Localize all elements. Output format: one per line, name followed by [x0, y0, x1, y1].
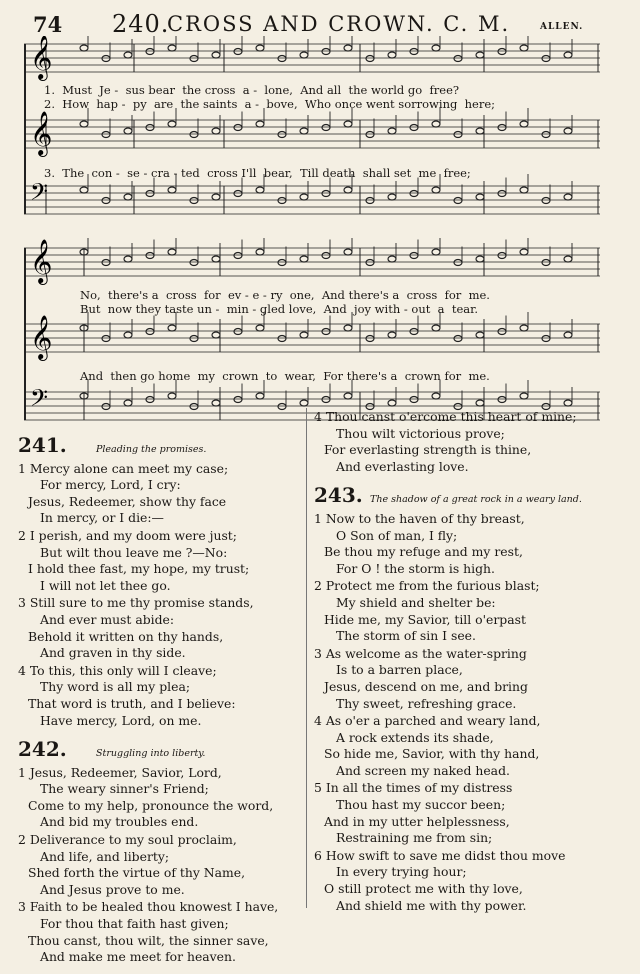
verse-line: Have mercy, Lord, on me.: [40, 712, 202, 728]
treble-clef: 𝄞: [30, 111, 53, 155]
note-head: [278, 336, 286, 342]
note-head: [190, 198, 198, 204]
lyrics-line-1: No, there's a cross for ev - e - ry one, And there's a cross for me.: [80, 288, 490, 302]
note-head: [432, 325, 440, 331]
note-head: [476, 52, 484, 58]
note-head: [454, 56, 462, 62]
note-head: [168, 45, 176, 51]
verse-line: The storm of sin I see.: [336, 628, 476, 644]
note-head: [146, 191, 154, 197]
note-head: [300, 256, 308, 262]
verse-line: 2 Protect me from the furious blast;: [314, 578, 540, 594]
note-head: [102, 260, 110, 266]
stanza: [18, 663, 298, 729]
staff-notation: [24, 36, 600, 236]
verse-line: 2 I perish, and my doom were just;: [18, 527, 237, 543]
note-head: [300, 128, 308, 134]
verse-line: My shield and shelter be:: [336, 594, 496, 610]
column-divider: [306, 408, 307, 908]
stanza: [314, 409, 614, 475]
note-head: [344, 249, 352, 255]
bass-clef: 𝄢: [30, 384, 49, 417]
lyrics-verse-2: 2. How hap - py are the saints a - bove, Who once went sorrowing here;: [44, 97, 496, 111]
hymn-number: 242.: [18, 737, 67, 762]
note-head: [498, 397, 506, 403]
verse-line: 4 Thou canst o'ercome this heart of mine;: [314, 409, 577, 424]
note-head: [454, 198, 462, 204]
note-head: [366, 336, 374, 342]
note-head: [146, 125, 154, 131]
hymn-subtitle: The shadow of a great rock in a weary land.: [370, 494, 582, 506]
note-head: [498, 125, 506, 131]
treble-clef: 𝄞: [30, 36, 53, 79]
note-head: [212, 332, 220, 338]
verse-line: And in my utter helplessness,: [324, 813, 510, 829]
note-head: [410, 397, 418, 403]
note-head: [256, 393, 264, 399]
verse-line: Thou canst, thou wilt, the sinner save,: [28, 932, 269, 948]
note-head: [80, 187, 88, 193]
hymn-subtitle: Struggling into liberty.: [96, 748, 206, 760]
note-head: [190, 404, 198, 410]
verse-line: I hold thee fast, my hope, my trust;: [28, 561, 250, 577]
note-head: [190, 132, 198, 138]
verse-line: For mercy, Lord, I cry:: [40, 477, 181, 493]
note-head: [542, 56, 550, 62]
note-head: [388, 128, 396, 134]
verse-line: Shed forth the virtue of thy Name,: [28, 865, 246, 881]
note-head: [322, 191, 330, 197]
verse-line: Be thou my refuge and my rest,: [324, 544, 523, 560]
note-head: [366, 260, 374, 266]
page-header: [0, 8, 640, 38]
verse-line: Jesus, descend on me, and bring: [324, 678, 528, 694]
note-head: [432, 249, 440, 255]
note-head: [322, 125, 330, 131]
note-head: [190, 336, 198, 342]
note-head: [388, 52, 396, 58]
note-head: [168, 121, 176, 127]
verse-line: And ever must abide:: [40, 611, 175, 627]
note-head: [432, 393, 440, 399]
treble-clef: 𝄞: [30, 239, 53, 283]
note-head: [564, 332, 572, 338]
note-head: [80, 45, 88, 51]
verse-line: And make me meet for heaven.: [40, 949, 236, 965]
note-head: [432, 45, 440, 51]
verse-line: In every trying hour;: [336, 864, 467, 880]
note-head: [102, 336, 110, 342]
note-head: [256, 249, 264, 255]
verse-line: 4 As o'er a parched and weary land,: [314, 713, 541, 729]
verse-line: So hide me, Savior, with thy hand,: [324, 746, 540, 762]
hymn-number: 241.: [18, 433, 67, 457]
stanza: [314, 780, 614, 846]
note-head: [278, 132, 286, 138]
verse-line: I will not let thee go.: [40, 577, 171, 593]
note-head: [454, 132, 462, 138]
note-head: [542, 132, 550, 138]
verse-line: In mercy, or I die:—: [40, 510, 164, 526]
verse-line: Come to my help, pronounce the word,: [28, 797, 274, 813]
note-head: [410, 253, 418, 259]
note-head: [476, 400, 484, 406]
note-head: [542, 198, 550, 204]
note-head: [168, 249, 176, 255]
note-head: [344, 393, 352, 399]
hymn-241: [18, 433, 298, 729]
note-head: [146, 329, 154, 335]
note-head: [102, 404, 110, 410]
note-head: [520, 325, 528, 331]
verse-line: And graven in thy side.: [40, 645, 186, 661]
staff-notation: [24, 238, 600, 431]
note-head: [278, 404, 286, 410]
note-head: [344, 325, 352, 331]
note-head: [410, 49, 418, 55]
note-head: [498, 191, 506, 197]
note-head: [476, 128, 484, 134]
lyrics-line-2: But now they taste un - min - gled love, And joy with - out a tear.: [80, 302, 479, 316]
note-head: [432, 121, 440, 127]
note-head: [366, 132, 374, 138]
verse-line: 5 In all the times of my distress: [314, 780, 513, 796]
note-head: [564, 52, 572, 58]
verse-line: And life, and liberty;: [40, 848, 170, 864]
verse-line: And screen my naked head.: [336, 762, 510, 778]
right-column: [314, 409, 614, 922]
hymn-242: [18, 737, 298, 966]
note-head: [520, 187, 528, 193]
verse-line: Thou wilt victorious prove;: [336, 425, 505, 441]
stanza: [314, 578, 614, 644]
verse-line: Thy sweet, refreshing grace.: [336, 695, 517, 711]
verse-line: Thy word is all my plea;: [40, 679, 191, 695]
note-head: [146, 253, 154, 259]
note-head: [498, 253, 506, 259]
note-head: [212, 128, 220, 134]
note-head: [564, 128, 572, 134]
note-head: [234, 253, 242, 259]
note-head: [498, 329, 506, 335]
note-head: [256, 45, 264, 51]
note-head: [278, 56, 286, 62]
note-head: [234, 329, 242, 335]
note-head: [124, 52, 132, 58]
note-head: [102, 132, 110, 138]
note-head: [344, 121, 352, 127]
verse-line: 3 Still sure to me thy promise stands,: [18, 595, 254, 611]
note-head: [212, 256, 220, 262]
verse-line: For everlasting strength is thine,: [324, 442, 532, 458]
note-head: [564, 194, 572, 200]
music-system-2: [24, 238, 600, 431]
note-head: [168, 325, 176, 331]
note-head: [168, 187, 176, 193]
verse-line: And everlasting love.: [336, 458, 469, 474]
note-head: [300, 332, 308, 338]
note-head: [344, 45, 352, 51]
note-head: [366, 198, 374, 204]
note-head: [300, 194, 308, 200]
note-head: [542, 260, 550, 266]
note-head: [124, 332, 132, 338]
verse-line: 1 Jesus, Redeemer, Savior, Lord,: [18, 764, 222, 780]
verse-line: 6 How swift to save me didst thou move: [314, 847, 566, 863]
stanza: [314, 848, 614, 914]
verse-line: Is to a barren place,: [336, 662, 463, 678]
verse-line: 1 Now to the haven of thy breast,: [314, 510, 525, 526]
lyrics-verse-3: 3. The con - se - cra - ted cross I'll bear, Till death shall set me free;: [44, 166, 471, 180]
note-head: [432, 187, 440, 193]
note-head: [278, 260, 286, 266]
note-head: [366, 56, 374, 62]
bass-clef: 𝄢: [30, 178, 49, 211]
hymn-title: CROSS AND CROWN. C. M.: [167, 12, 511, 36]
note-head: [476, 332, 484, 338]
stanza: [314, 646, 614, 712]
verse-line: Thou hast my succor been;: [336, 797, 506, 813]
note-head: [234, 125, 242, 131]
note-head: [388, 400, 396, 406]
verse-line: 3 Faith to be healed thou knowest I have,: [18, 899, 279, 915]
note-head: [212, 194, 220, 200]
verse-line: And shield me with thy power.: [336, 897, 527, 913]
note-head: [476, 194, 484, 200]
note-head: [410, 191, 418, 197]
verse-line: Restraining me from sin;: [336, 830, 493, 846]
note-head: [498, 49, 506, 55]
note-head: [234, 49, 242, 55]
verse-line: The weary sinner's Friend;: [40, 781, 209, 797]
note-head: [410, 329, 418, 335]
note-head: [212, 52, 220, 58]
note-head: [102, 198, 110, 204]
note-head: [300, 52, 308, 58]
note-head: [102, 56, 110, 62]
verse-line: That word is truth, and I believe:: [28, 695, 236, 711]
note-head: [80, 121, 88, 127]
stanza: [18, 461, 298, 527]
verse-line: A rock extends its shade,: [336, 729, 494, 745]
verse-line: 4 To this, this only will I cleave;: [18, 662, 217, 678]
verse-line: Hide me, my Savior, till o'erpast: [324, 611, 526, 627]
note-head: [278, 198, 286, 204]
verse-line: Jesus, Redeemer, show thy face: [28, 493, 227, 509]
verse-line: But wilt thou leave me ?—No:: [40, 544, 228, 560]
note-head: [410, 125, 418, 131]
verse-line: And bid my troubles end.: [40, 814, 199, 830]
note-head: [564, 256, 572, 262]
note-head: [256, 325, 264, 331]
note-head: [564, 400, 572, 406]
verse-line: Behold it written on thy hands,: [28, 628, 224, 644]
note-head: [322, 253, 330, 259]
stanza: [314, 511, 614, 577]
note-head: [454, 260, 462, 266]
stanza: [18, 899, 298, 965]
note-head: [190, 56, 198, 62]
hymn-243: [314, 483, 614, 914]
note-head: [124, 400, 132, 406]
note-head: [388, 332, 396, 338]
music-system-1: [24, 36, 600, 236]
note-head: [256, 187, 264, 193]
verse-line: 2 Deliverance to my soul proclaim,: [18, 832, 237, 848]
note-head: [234, 397, 242, 403]
verse-line: 1 Mercy alone can meet my case;: [18, 460, 229, 476]
note-head: [388, 256, 396, 262]
verse-line: O still protect me with thy love,: [324, 881, 523, 897]
stanza: [18, 765, 298, 831]
stanza: [18, 832, 298, 898]
note-head: [234, 191, 242, 197]
note-head: [520, 121, 528, 127]
note-head: [344, 187, 352, 193]
hymn-242-continued: [314, 409, 614, 475]
hymn-subtitle: Pleading the promises.: [96, 444, 207, 455]
note-head: [322, 49, 330, 55]
note-head: [124, 256, 132, 262]
stanza: [18, 528, 298, 594]
note-head: [520, 45, 528, 51]
treble-clef: 𝄞: [30, 315, 53, 359]
note-head: [212, 400, 220, 406]
stanza: [314, 713, 614, 779]
note-head: [542, 336, 550, 342]
note-head: [520, 393, 528, 399]
page-number: 74: [33, 12, 63, 37]
note-head: [520, 249, 528, 255]
note-head: [388, 194, 396, 200]
note-head: [300, 400, 308, 406]
note-head: [322, 397, 330, 403]
verse-line: For thou that faith hast given;: [40, 916, 229, 932]
note-head: [146, 397, 154, 403]
hymn-number: 240.: [112, 10, 170, 38]
hymn-number: 243.: [314, 483, 363, 508]
note-head: [146, 49, 154, 55]
note-head: [190, 260, 198, 266]
composer: ALLEN.: [540, 22, 584, 32]
note-head: [476, 256, 484, 262]
lyrics-verse-1: 1. Must Je - sus bear the cross a - lone, And all the world go free?: [44, 83, 460, 97]
note-head: [322, 329, 330, 335]
verse-line: For O ! the storm is high.: [336, 560, 495, 576]
note-head: [168, 393, 176, 399]
note-head: [124, 128, 132, 134]
note-head: [256, 121, 264, 127]
left-column: [18, 433, 298, 974]
note-head: [454, 336, 462, 342]
verse-line: O Son of man, I fly;: [336, 527, 458, 543]
stanza: [18, 595, 298, 661]
verse-line: 3 As welcome as the water-spring: [314, 645, 527, 661]
lyrics-line-3: And then go home my crown to wear, For there's a crown for me.: [80, 369, 490, 383]
note-head: [124, 194, 132, 200]
verse-line: And Jesus prove to me.: [40, 881, 185, 897]
